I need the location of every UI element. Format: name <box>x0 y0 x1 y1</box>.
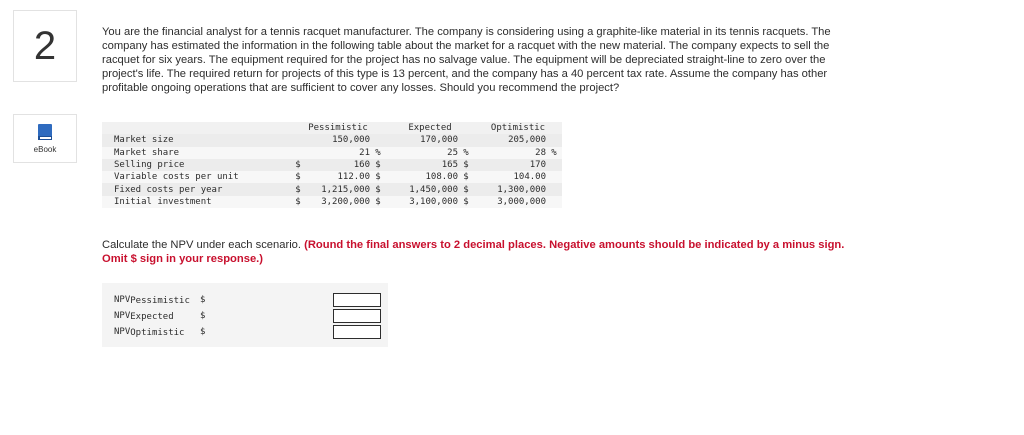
instruction-rounding-note: (Round the final answers to 2 decimal places. Negative amounts should be indicated by a minus sign. Omit $ sign in your response.) <box>102 239 845 265</box>
table-row <box>102 171 562 183</box>
table-row <box>102 134 562 146</box>
expected-value: 165 <box>386 159 458 171</box>
unit: % <box>370 147 386 159</box>
unit: $ <box>458 171 474 183</box>
answer-row-pessimistic <box>102 293 388 308</box>
instruction-text <box>102 238 862 266</box>
npv-optimistic-input[interactable] <box>333 325 381 339</box>
row-label: Market share <box>102 147 290 159</box>
pessimistic-value: 160 <box>306 159 370 171</box>
header-blank <box>102 122 290 134</box>
row-label: Initial investment <box>102 196 290 208</box>
npv-subscript: Expected <box>130 312 174 322</box>
instruction-plain: Calculate the NPV under each scenario. <box>102 239 305 251</box>
expected-value: 170,000 <box>386 134 458 146</box>
currency: $ <box>290 183 306 195</box>
scenario-table <box>102 122 562 208</box>
row-label: Market size <box>102 134 290 146</box>
answer-label <box>114 295 190 306</box>
header-pessimistic: Pessimistic <box>290 122 386 134</box>
row-label: Variable costs per unit <box>102 171 290 183</box>
dollar-sign: $ <box>200 327 206 337</box>
expected-value: 3,100,000 <box>386 196 458 208</box>
expected-value: 25 <box>386 147 458 159</box>
unit: $ <box>370 183 386 195</box>
npv-subscript: Optimistic <box>130 328 185 338</box>
npv-pessimistic-input[interactable] <box>333 293 381 307</box>
npv-prefix: NPV <box>114 295 131 305</box>
header-optimistic: Optimistic <box>474 122 562 134</box>
currency <box>290 134 306 146</box>
table-row <box>102 196 562 208</box>
unit <box>546 183 562 195</box>
unit: $ <box>370 159 386 171</box>
expected-value: 1,450,000 <box>386 183 458 195</box>
unit <box>546 159 562 171</box>
pessimistic-value: 21 <box>306 147 370 159</box>
row-label: Selling price <box>102 159 290 171</box>
optimistic-value: 28 <box>474 147 546 159</box>
ebook-button[interactable] <box>13 114 77 163</box>
currency <box>290 147 306 159</box>
currency: $ <box>290 159 306 171</box>
answer-area <box>102 283 388 347</box>
table-header-row <box>102 122 562 134</box>
unit: $ <box>458 159 474 171</box>
optimistic-value: 3,000,000 <box>474 196 546 208</box>
unit: % <box>546 147 562 159</box>
dollar-sign: $ <box>200 311 206 321</box>
unit <box>546 171 562 183</box>
table-row <box>102 183 562 195</box>
row-label: Fixed costs per year <box>102 183 290 195</box>
ebook-label: eBook <box>33 145 57 154</box>
optimistic-value: 1,300,000 <box>474 183 546 195</box>
pessimistic-value: 150,000 <box>306 134 370 146</box>
pessimistic-value: 112.00 <box>306 171 370 183</box>
optimistic-value: 104.00 <box>474 171 546 183</box>
answer-row-optimistic <box>102 325 388 340</box>
npv-expected-input[interactable] <box>333 309 381 323</box>
currency: $ <box>290 171 306 183</box>
table-row <box>102 147 562 159</box>
unit <box>458 134 474 146</box>
question-number-box <box>13 10 77 82</box>
optimistic-value: 205,000 <box>474 134 546 146</box>
pessimistic-value: 1,215,000 <box>306 183 370 195</box>
npv-prefix: NPV <box>114 311 131 321</box>
currency: $ <box>290 196 306 208</box>
answer-label <box>114 327 184 338</box>
book-icon <box>37 123 53 141</box>
question-text: You are the financial analyst for a tennis racquet manufacturer. The company is considering using a graphite-like material in its tennis racquets. The company has estimated the information in the following table about the market for a racquet with the new material. The company expects to sell the racquet for six years. The equipment required for the project has no salvage value. The equipment will be depreciated straight-line to zero over the project's life. The required return for projects of this type is 13 percent, and the company has a 40 percent tax rate. Assume the company has other profitable ongoing operations that are sufficient to cover any losses. Should you recommend the project? <box>102 26 831 94</box>
answer-row-expected <box>102 309 388 324</box>
unit: $ <box>458 183 474 195</box>
question-number: 2 <box>33 23 57 68</box>
unit: $ <box>458 196 474 208</box>
npv-subscript: Pessimistic <box>130 296 190 306</box>
header-expected: Expected <box>386 122 474 134</box>
unit: $ <box>370 171 386 183</box>
unit: % <box>458 147 474 159</box>
expected-value: 108.00 <box>386 171 458 183</box>
npv-prefix: NPV <box>114 327 131 337</box>
pessimistic-value: 3,200,000 <box>306 196 370 208</box>
dollar-sign: $ <box>200 295 206 305</box>
unit <box>546 196 562 208</box>
optimistic-value: 170 <box>474 159 546 171</box>
table-row <box>102 159 562 171</box>
unit: $ <box>370 196 386 208</box>
unit <box>370 134 386 146</box>
unit <box>546 134 562 146</box>
answer-label <box>114 311 174 322</box>
